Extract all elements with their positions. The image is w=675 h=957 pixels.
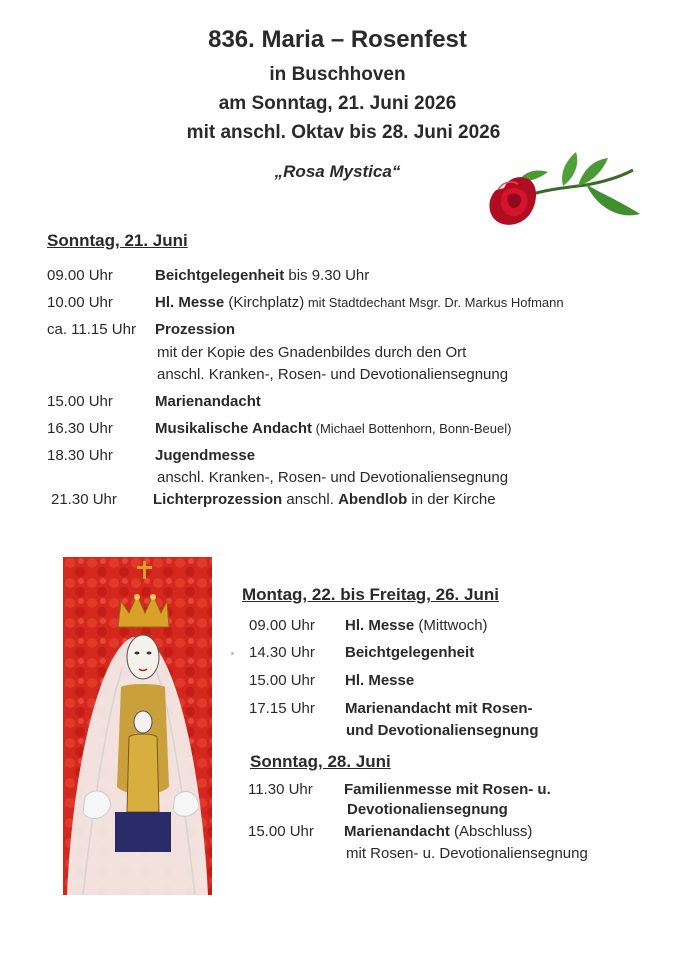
event-detail: (Kirchplatz) bbox=[224, 294, 305, 311]
page-title: 836. Maria – Rosenfest bbox=[208, 26, 467, 53]
madonna-image bbox=[63, 557, 212, 895]
event-detail-line: anschl. Kranken-, Rosen- und Devotionaliensegnung bbox=[157, 469, 509, 486]
event-note: (Michael Bottenhorn, Bonn-Beuel) bbox=[312, 421, 512, 436]
time-label: 21.30 Uhr bbox=[51, 491, 117, 508]
event-entry bbox=[344, 781, 551, 798]
octave-line: mit anschl. Oktav bis 28. Juni 2026 bbox=[186, 122, 501, 143]
event-detail: anschl. bbox=[282, 491, 339, 508]
event-detail-line: mit Rosen- u. Devotionaliensegnung bbox=[346, 845, 588, 862]
event-title: Lichterprozession bbox=[153, 491, 283, 508]
time-label: 18.30 Uhr bbox=[47, 447, 113, 464]
time-label: 14.30 Uhr bbox=[249, 644, 315, 661]
event-entry bbox=[155, 321, 235, 338]
section-heading-sunday: Sonntag, 21. Juni bbox=[47, 231, 188, 250]
time-label: 11.30 Uhr bbox=[248, 781, 313, 798]
time-label: 15.00 Uhr bbox=[249, 672, 315, 689]
event-detail: in der Kirche bbox=[407, 491, 496, 508]
event-entry bbox=[345, 700, 533, 717]
event-title: Jugendmesse bbox=[155, 447, 256, 464]
time-label: 17.15 Uhr bbox=[249, 700, 315, 717]
event-entry bbox=[155, 393, 261, 410]
motto: „Rosa Mystica“ bbox=[274, 162, 401, 181]
event-entry bbox=[155, 420, 511, 437]
event-note: mit Stadtdechant Msgr. Dr. Markus Hofmann bbox=[304, 295, 564, 310]
event-entry bbox=[155, 267, 369, 284]
event-title: Marienandacht bbox=[155, 393, 261, 410]
time-label: 09.00 Uhr bbox=[47, 267, 113, 284]
date-line: am Sonntag, 21. Juni 2026 bbox=[218, 93, 457, 114]
event-detail: mit Rosen- u. bbox=[451, 781, 551, 798]
event-title: Beichtgelegenheit bbox=[155, 267, 285, 284]
event-title: Hl. Messe bbox=[155, 294, 225, 311]
location-line: in Buschhoven bbox=[269, 64, 406, 85]
time-label: ca. 11.15 Uhr bbox=[47, 321, 136, 338]
event-detail: mit Rosen- bbox=[450, 700, 533, 717]
time-label: 16.30 Uhr bbox=[47, 420, 113, 437]
event-detail-line: und Devotionaliensegnung bbox=[346, 722, 539, 739]
event-entry bbox=[344, 823, 532, 840]
event-title: Prozession bbox=[155, 321, 236, 338]
event-detail: bis 9.30 Uhr bbox=[284, 267, 370, 284]
event-title: Abendlob bbox=[338, 491, 408, 508]
event-title: Familienmesse bbox=[344, 781, 452, 798]
event-title: Hl. Messe bbox=[345, 617, 415, 634]
event-entry bbox=[345, 672, 414, 689]
event-entry bbox=[345, 617, 488, 634]
time-label: 15.00 Uhr bbox=[248, 823, 314, 840]
event-entry bbox=[153, 491, 496, 508]
event-title: Beichtgelegenheit bbox=[345, 644, 475, 661]
event-title: Marienandacht bbox=[345, 700, 451, 717]
time-label: 15.00 Uhr bbox=[47, 393, 113, 410]
event-entry bbox=[345, 644, 474, 661]
event-title: Musikalische Andacht bbox=[155, 420, 312, 437]
rose-icon bbox=[468, 140, 643, 245]
event-detail-line: anschl. Kranken-, Rosen- und Devotionaliensegnung bbox=[157, 366, 509, 383]
event-detail-line: mit der Kopie des Gnadenbildes durch den Ort bbox=[157, 344, 467, 361]
scan-speck bbox=[231, 652, 234, 655]
event-detail-line: Devotionaliensegnung bbox=[347, 801, 508, 818]
section-heading-weekdays: Montag, 22. bis Freitag, 26. Juni bbox=[242, 585, 499, 604]
event-title: Hl. Messe bbox=[345, 672, 415, 689]
event-detail: (Mittwoch) bbox=[414, 617, 488, 634]
section-heading-sunday-28: Sonntag, 28. Juni bbox=[250, 752, 391, 771]
event-detail: (Abschluss) bbox=[449, 823, 533, 840]
time-label: 09.00 Uhr bbox=[249, 617, 315, 634]
event-entry bbox=[155, 294, 564, 311]
event-title: Marienandacht bbox=[344, 823, 450, 840]
time-label: 10.00 Uhr bbox=[47, 294, 113, 311]
event-entry bbox=[155, 447, 255, 464]
